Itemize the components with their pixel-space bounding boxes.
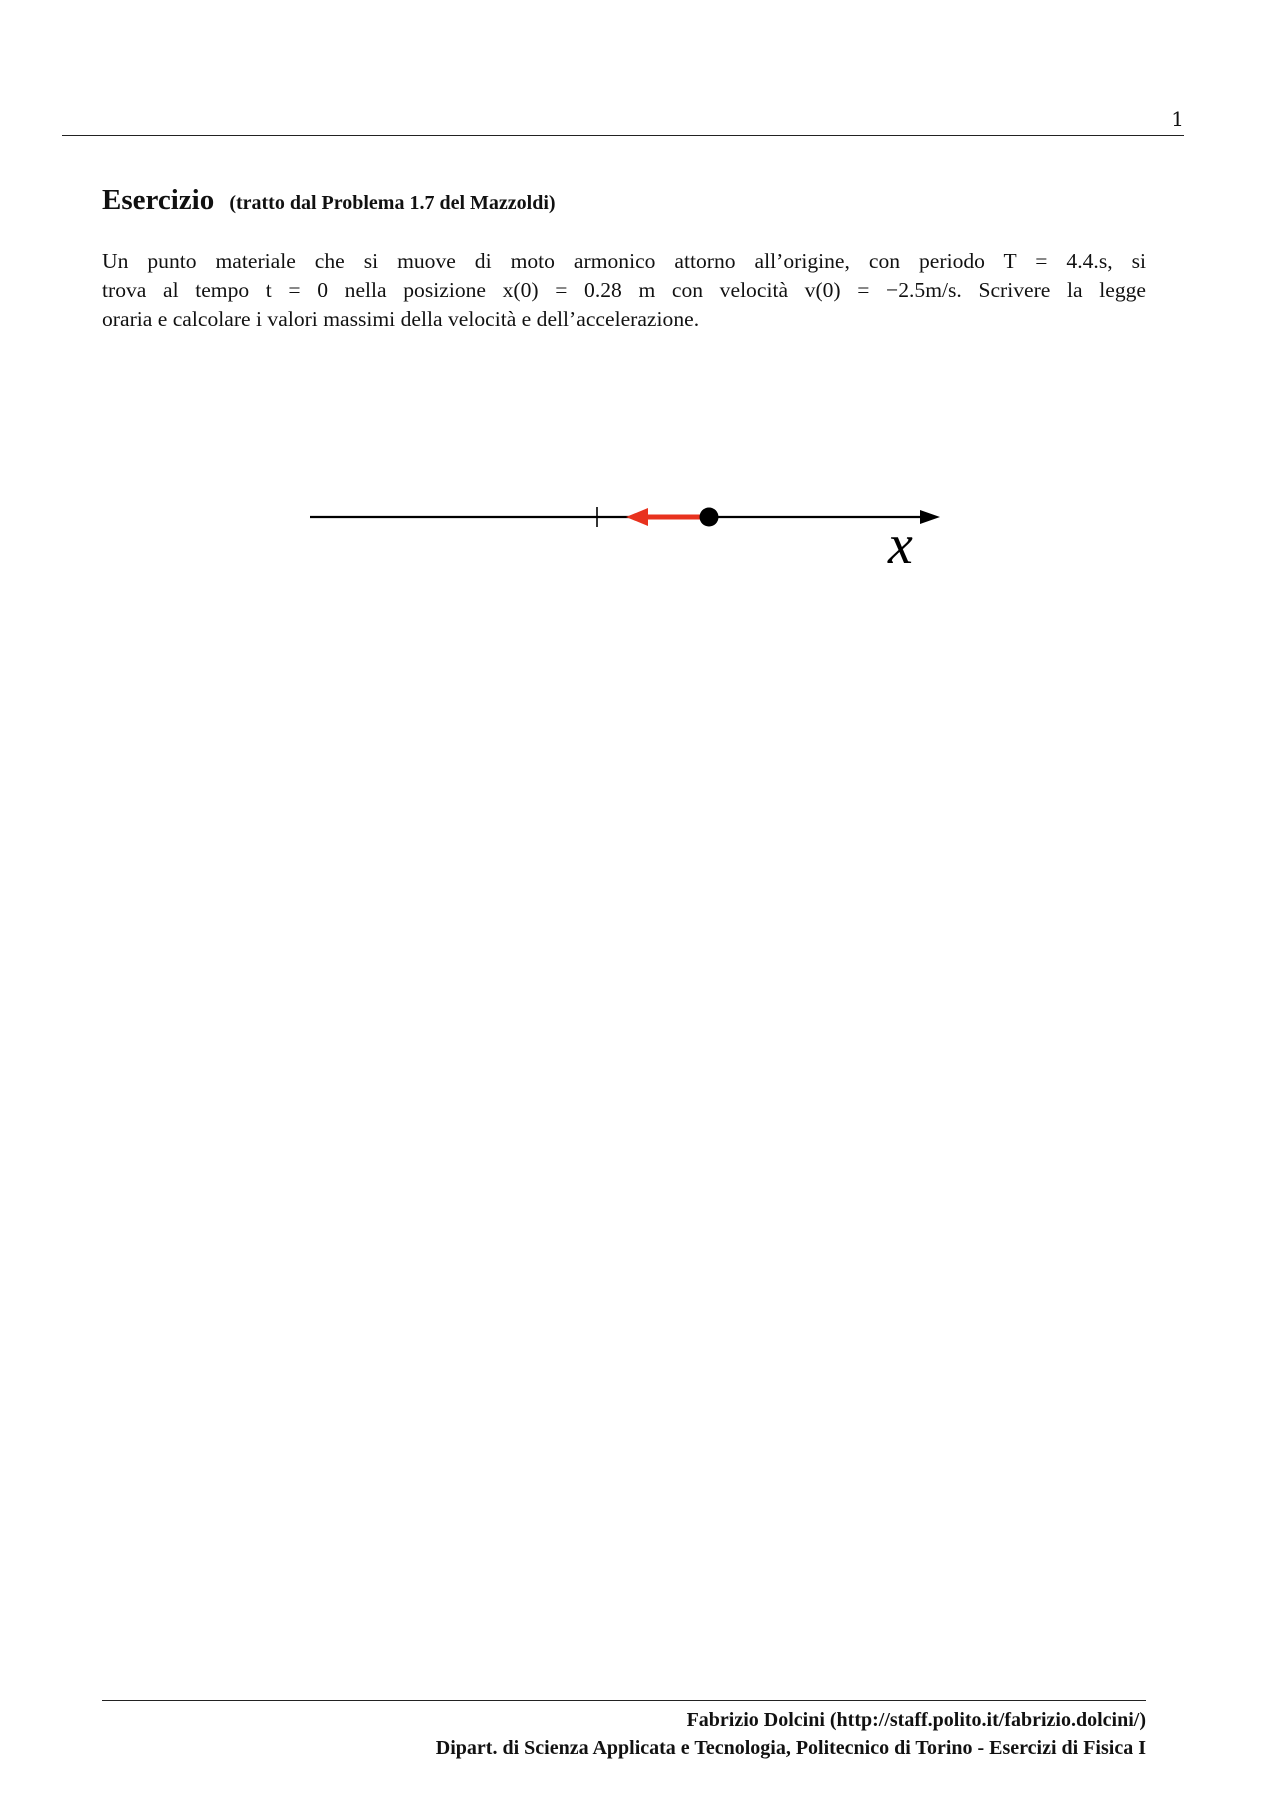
- material-point: [700, 508, 719, 527]
- x-axis-arrowhead: [920, 510, 940, 524]
- header-rule: [62, 135, 1184, 136]
- exercise-text: [102, 247, 1146, 334]
- velocity-arrow-head: [626, 508, 648, 526]
- motion-diagram-svg: [300, 490, 960, 590]
- page-number: 1: [1171, 107, 1184, 131]
- exercise-text-line: Un punto materiale che si muove di moto armonico attorno all’origine, con periodo T = 4.4.s, si: [102, 249, 1146, 273]
- exercise-text-line: trova al tempo t = 0 nella posizione x(0) = 0.28 m con velocità v(0) = −2.5m/s. Scrivere la legge: [102, 278, 1146, 302]
- exercise-subtitle: (tratto dal Problema 1.7 del Mazzoldi): [229, 192, 556, 214]
- exercise-title: Esercizio: [102, 184, 215, 216]
- footer: [436, 1706, 1146, 1762]
- motion-diagram: [300, 490, 960, 594]
- footer-rule: [102, 1700, 1146, 1701]
- exercise-heading: [102, 184, 556, 217]
- x-axis-label: x: [888, 514, 913, 576]
- footer-department: Dipart. di Scienza Applicata e Tecnologia, Politecnico di Torino - Esercizi di Fisica I: [435, 1737, 1146, 1759]
- exercise-text-line: oraria e calcolare i valori massimi della velocità e dell’accelerazione.: [102, 307, 700, 331]
- footer-author: Fabrizio Dolcini (http://staff.polito.it/fabrizio.dolcini/): [686, 1709, 1146, 1731]
